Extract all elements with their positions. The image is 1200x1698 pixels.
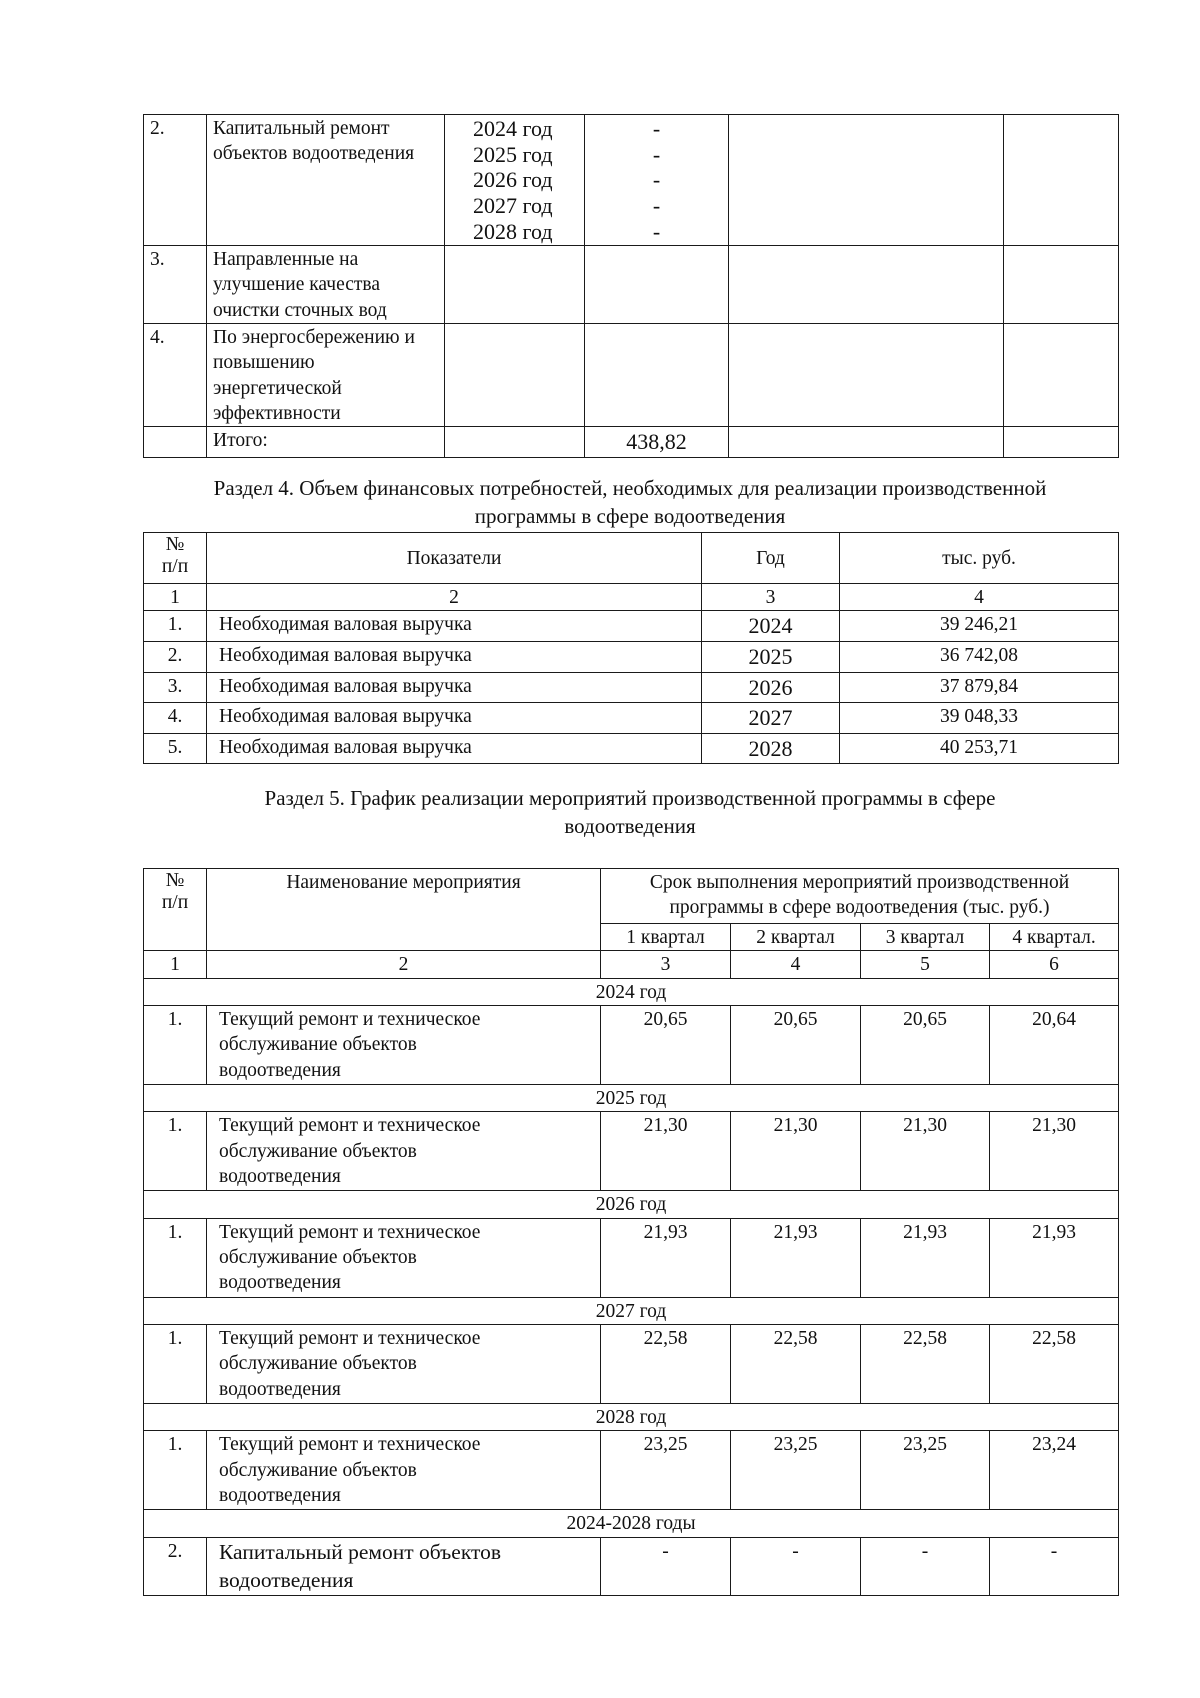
total-label: Итого: [207,427,445,458]
empty-cell [585,246,729,324]
period-header: Срок выполнения мероприятий производственной программы в сфере водоотведения (тыс. руб.) [601,869,1119,924]
empty-cell [1004,324,1119,427]
column-number: 3 [702,584,840,611]
row-number: 2. [144,641,207,672]
year-label: 2025 год [144,1085,1119,1112]
table-row [144,1218,1119,1297]
measure-name: Текущий ремонт и техническое обслуживание объектов водоотведения [207,1112,601,1191]
quarter-value: - [731,1537,861,1595]
quarter-header: 3 квартал [861,924,990,951]
empty-cell [445,427,585,458]
measure-name: Текущий ремонт и техническое обслуживание объектов водоотведения [207,1431,601,1510]
indicator-header: Показатели [207,533,702,584]
quarter-value: 21,30 [601,1112,731,1191]
quarter-value: 21,93 [861,1218,990,1297]
year-row [144,1404,1119,1431]
quarter-header: 1 квартал [601,924,731,951]
measure-name: Капитальный ремонт объектов водоотведения [207,115,445,246]
indicator-cell: Необходимая валовая выручка [207,733,702,764]
year-cell: 2025 [702,641,840,672]
table-row [144,672,1119,703]
empty-cell [729,324,1004,427]
year-cell: 2028 [702,733,840,764]
year-cell: 2027 [702,703,840,734]
column-number: 2 [207,951,601,978]
quarter-value: 20,65 [601,1006,731,1085]
table-row [144,733,1119,764]
indicator-cell: Необходимая валовая выручка [207,611,702,642]
row-number: 1. [144,1006,207,1085]
quarter-value: 22,58 [601,1325,731,1404]
table-row [144,1325,1119,1404]
table-row [144,246,1119,324]
quarter-value: 20,65 [731,1006,861,1085]
measures-table [143,114,1119,458]
schedule-table [143,868,1119,1596]
row-number: 4. [144,324,207,427]
quarter-header: 4 квартал. [990,924,1119,951]
column-number: 4 [731,951,861,978]
empty-cell [729,115,1004,246]
quarter-value: 22,58 [990,1325,1119,1404]
year-header: Год [702,533,840,584]
row-number: 1. [144,1112,207,1191]
table-row [144,1431,1119,1510]
amount-cell: 36 742,08 [840,641,1119,672]
year-row [144,1191,1119,1218]
empty-cell [445,324,585,427]
quarter-value: - [601,1537,731,1595]
header-row [144,533,1119,584]
section4-title: Раздел 4. Объем финансовых потребностей, необходимых для реализации производственной программы в сфере водоотведения [213,476,1047,528]
table-row [144,1537,1119,1595]
measure-name: Направленные на улучшение качества очистки сточных вод [207,246,445,324]
number-header: № п/п [144,533,207,584]
amount-cell: 39 246,21 [840,611,1119,642]
quarter-value: 23,25 [601,1431,731,1510]
column-number: 1 [144,951,207,978]
row-number: 1. [144,1325,207,1404]
table-row [144,1112,1119,1191]
quarter-value: 21,30 [990,1112,1119,1191]
table-row [144,1006,1119,1085]
measure-name-header: Наименование мероприятия [207,869,601,951]
year-label: 2024 год [144,978,1119,1005]
measure-name: Текущий ремонт и техническое обслуживание объектов водоотведения [207,1218,601,1297]
quarter-value: 20,65 [861,1006,990,1085]
amount-list: - - - - - [585,115,729,246]
amount-cell: 39 048,33 [840,703,1119,734]
empty-cell [1004,115,1119,246]
measure-name: Текущий ремонт и техническое обслуживание объектов водоотведения [207,1325,601,1404]
amount-cell: 37 879,84 [840,672,1119,703]
empty-cell [1004,427,1119,458]
row-number: 5. [144,733,207,764]
empty-cell [729,246,1004,324]
revenue-table [143,532,1119,764]
amount-header: тыс. руб. [840,533,1119,584]
row-number: 3. [144,672,207,703]
measure-name: Капитальный ремонт объектов водоотведения [207,1537,601,1595]
column-number: 4 [840,584,1119,611]
quarter-value: 21,93 [601,1218,731,1297]
table-row [144,324,1119,427]
column-number: 3 [601,951,731,978]
header-row [144,869,1119,924]
empty-cell [144,427,207,458]
year-row [144,1085,1119,1112]
row-number: 2. [144,115,207,246]
total-value: 438,82 [585,427,729,458]
quarter-value: 22,58 [861,1325,990,1404]
measure-name: Текущий ремонт и техническое обслуживание объектов водоотведения [207,1006,601,1085]
row-number: 4. [144,703,207,734]
total-row [144,427,1119,458]
year-cell: 2026 [702,672,840,703]
year-row [144,1510,1119,1537]
column-number-row [144,951,1119,978]
number-header: № п/п [144,869,207,951]
quarter-header: 2 квартал [731,924,861,951]
amount-cell: 40 253,71 [840,733,1119,764]
quarter-value: 21,93 [731,1218,861,1297]
year-label: 2027 год [144,1297,1119,1324]
table-row [144,703,1119,734]
measure-name: По энергосбережению и повышению энергетической эффективности [207,324,445,427]
row-number: 1. [144,1431,207,1510]
quarter-value: 20,64 [990,1006,1119,1085]
quarter-value: 21,30 [731,1112,861,1191]
quarter-value: 23,25 [861,1431,990,1510]
empty-cell [729,427,1004,458]
column-number: 6 [990,951,1119,978]
year-row [144,978,1119,1005]
empty-cell [585,324,729,427]
quarter-value: - [990,1537,1119,1595]
year-label: 2026 год [144,1191,1119,1218]
indicator-cell: Необходимая валовая выручка [207,703,702,734]
year-cell: 2024 [702,611,840,642]
row-number: 1. [144,611,207,642]
table-row [144,611,1119,642]
year-label: 2024-2028 годы [144,1510,1119,1537]
row-number: 2. [144,1537,207,1595]
quarter-value: - [861,1537,990,1595]
row-number: 1. [144,1218,207,1297]
column-number: 1 [144,584,207,611]
section5-title: Раздел 5. График реализации мероприятий производственной программы в сфере водоотведения [264,786,996,838]
table-row [144,641,1119,672]
column-number: 2 [207,584,702,611]
year-list: 2024 год 2025 год 2026 год 2027 год 2028 год [445,115,585,246]
quarter-value: 23,25 [731,1431,861,1510]
column-number-row [144,584,1119,611]
year-row [144,1297,1119,1324]
quarter-value: 21,30 [861,1112,990,1191]
quarter-value: 23,24 [990,1431,1119,1510]
column-number: 5 [861,951,990,978]
quarter-value: 21,93 [990,1218,1119,1297]
indicator-cell: Необходимая валовая выручка [207,672,702,703]
year-label: 2028 год [144,1404,1119,1431]
empty-cell [445,246,585,324]
quarter-value: 22,58 [731,1325,861,1404]
table-row [144,115,1119,246]
indicator-cell: Необходимая валовая выручка [207,641,702,672]
row-number: 3. [144,246,207,324]
empty-cell [1004,246,1119,324]
